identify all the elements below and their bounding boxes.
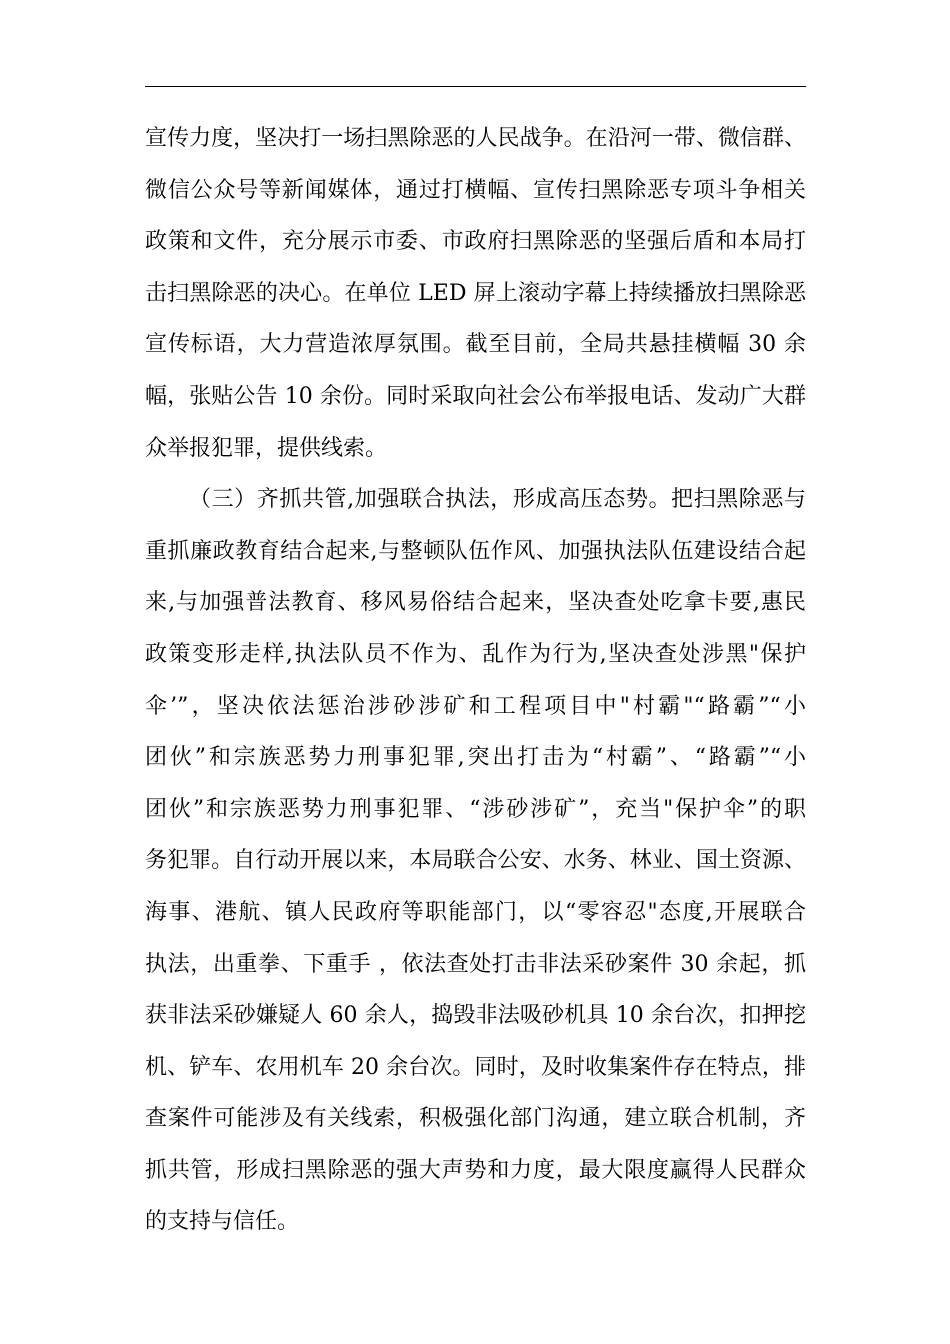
section-heading-line: （三）齐抓共管,加强联合执法，形成高压态势。把扫黑除恶与 [189,487,806,513]
text-line: 海事、港航、镇人民政府等职能部门，以“零容忍"态度,开展联合 [145,899,806,925]
text-line: 政策变形走样,执法队员不作为、乱作为行为,坚决查处涉黑"保护 [145,641,806,667]
text-line: 众举报犯罪，提供线索。 [145,435,388,461]
text-line: 击扫黑除恶的决心。在单位 LED 屏上滚动字幕上持续播放扫黑除恶 [145,280,806,306]
text-line: 团伙”和宗族恶势力刑事犯罪、“涉砂涉矿”，充当"保护伞”的职 [145,796,806,822]
text-line: 机、铲车、农用机车 20 余台次。同时，及时收集案件存在特点，排 [145,1054,806,1080]
text-line: 的支持与信任。 [145,1209,300,1235]
text-line: 来,与加强普法教育、移风易俗结合起来，坚决查处吃拿卡要,惠民 [145,590,806,616]
text-line: 宣传标语，大力营造浓厚氛围。截至目前，全局共悬挂横幅 30 余 [145,332,806,358]
text-line: 重抓廉政教育结合起来,与整顿队伍作风、加强执法队伍建设结合起 [145,538,806,564]
text-line: 查案件可能涉及有关线索，积极强化部门沟通，建立联合机制，齐 [145,1106,806,1132]
text-line: 政策和文件，充分展示市委、市政府扫黑除恶的坚强后盾和本局打 [145,229,806,255]
text-line: 务犯罪。自行动开展以来，本局联合公安、水务、林业、国土资源、 [145,848,806,874]
text-line: 宣传力度，坚决打一场扫黑除恶的人民战争。在沿河一带、微信群、 [145,126,806,151]
header-rule [145,86,806,87]
text-line: 微信公众号等新闻媒体，通过打横幅、宣传扫黑除恶专项斗争相关 [145,177,806,203]
text-line: 执法，出重拳、下重手 ，依法查处打击非法采砂案件 30 余起，抓 [145,951,806,977]
text-line: 团伙”和宗族恶势力刑事犯罪,突出打击为“村霸”、“路霸”“小 [145,745,806,771]
document-body [145,119,806,1254]
text-line: 幅，张贴公告 10 余份。同时采取向社会公布举报电话、发动广大群 [145,383,806,409]
text-line: 抓共管，形成扫黑除恶的强大声势和力度，最大限度赢得人民群众 [145,1157,806,1183]
text-line: 伞’”，坚决依法惩治涉砂涉矿和工程项目中"村霸"“路霸”“小 [145,693,806,719]
text-line: 获非法采砂嫌疑人 60 余人，捣毁非法吸砂机具 10 余台次，扣押挖 [145,1003,806,1029]
